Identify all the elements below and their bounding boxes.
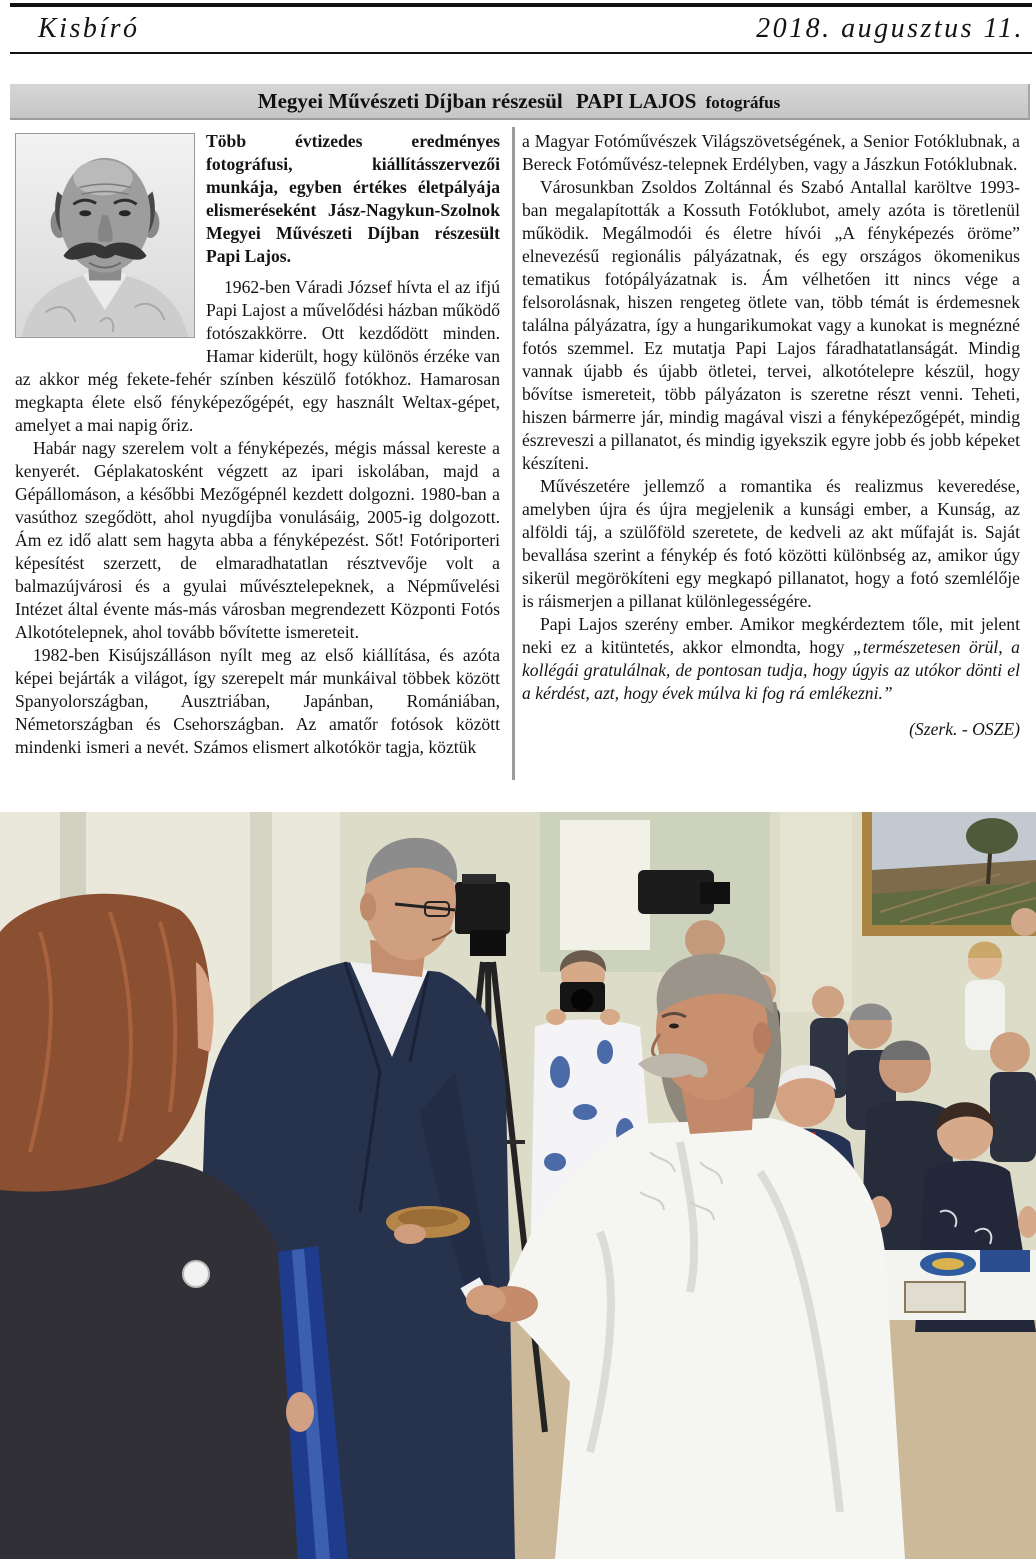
ceremony-image [0,812,1036,1559]
portrait-photo [15,133,195,338]
painting [862,812,1036,936]
title-role: fotográfus [705,93,781,112]
lead-paragraph: Több évtizedes eredményes fotográfusi, kiállításszervezői munkája, egyben értékes életpályája elismeréseként Jász-Nagykun-Szolnok Megyei Művészeti Díjban részesült Papi Lajos. [206,131,500,266]
left-column [15,130,500,759]
left-paragraph-3: 1982-ben Kisújszálláson nyílt meg az első kiállítása, és azóta képei bejárták a világot, így szerepelt már munkáival többek között Spanyolországban, Ausztriában, Japánban, Romániában, Németországban és Csehországban. Az amatőr fotósok között mindenki ismeri a nevét. Számos elismert alkotókör tagja, köztük [15,645,500,757]
right-paragraph-3: Művészetére jellemző a romantika és realizmus keveredése, amelyben újra és újra megjelenik a kunsági ember, a Kunság, az alföldi táj, a szülőföld szeretete, de kedveli az akt műfaját is. Saját bevallása szerint a fénykép és fotó közötti különbség az, amikor úgy sikerül megörökíteni egy megkapó pillanatot, hogy a fotó szemlélője is ráismerjen a pillanat különlegességére. [522,476,1020,611]
right-paragraph-1: a Magyar Fotóművészek Világszövetségének, a Senior Fotóklubnak, a Bereck Fotóművész-telepnek Erdélyben, vagy a Jászkun Fotóklubnak. [522,131,1020,174]
left-paragraph-2: Habár nagy szerelem volt a fényképezés, mégis mással kereste a kenyerét. Géplakatosként végzett az ipari iskolában, majd a Gépállomáson, a későbbi Mezőgépnél kezdett dolgozni. 1980-ban a vasúthoz szegődött, ahol nyugdíjba vonulásáig, 2005-ig dolgozott. Ám ez idő alatt sem hagyta abba a fényképezést. Sőt! Fotóriporteri képesítést szerzett, de elmaradhatatlan résztvevője volt a balmazújvárosi és a gyulai művésztelepeknek, a Népművelési Intézet által évente más-más városban megrendezett Központi Fotós Alkotótelepnek, ahol tovább bővítette ismereteit. [15,438,500,642]
right-column [522,130,1020,741]
awards-table [880,1250,1036,1320]
closing-text: Papi Lajos szerény ember. Amikor megkérdeztem tőle, mit jelent neki ez a kitüntetés, akkor elmondta, hogy [522,614,1020,657]
article-title [10,84,1030,120]
award-ceremony-photo [0,812,1036,1559]
closing-paragraph [522,613,1020,705]
author-signature: (Szerk. - OSZE) [909,719,1020,739]
left-paragraph-1: 1962-ben Váradi József hívta el az ifjú Papi Lajost a művelődési házban működő fotószakkörre. Ott kezdődött minden. Hamar kiderült, hogy különös érzéke van az akkor még fekete-fehér színben készülő fotókhoz. Hamarosan megkapta élete első fényképezőgépét, egy használt Weltax-gépet, amelyet a mai napig őriz. [15,277,500,435]
title-main: Megyei Művészeti Díjban részesül [257,89,563,113]
issue-date: 2018. augusztus 11. [756,13,1024,44]
right-paragraph-2: Városunkban Zsoldos Zoltánnal és Szabó Antallal karöltve 1993-ban megalapították a Kossuth Fotóklubot, amely azóta is töretlenül működik. Megálmodói és életre hívói „A fényképezés öröme” elnevezésű regionális pályázatnak, és egy országos ökomenikus tematikus fotópályázatnak is. Ám vélhetően itt nincs vége a felsorolásnak, hiszen rengeteg ötlete van, több témát is érdemesnek találna pályázatra, így a hungarikumokat vagy a kunokat is megnézné fotós szemmel. Ez mutatja Papi Lajos fáradhatatlanságát. Mindig vannak újabb és újabb ötletei, tervei, alkotótelepre készül, hogy bővítse ismereteit, több pályázaton is szeretne részt venni. Teheti, hiszen bármerre jár, mindig magával viszi a fényképezőgépét, mindig észreveszi a pillanatot, és mindig igyekszik egyre jobb és jobb képeket készíteni. [522,177,1020,473]
closing-quote: „természetesen örül, a kollégái gratulálnak, de pontosan tudja, hogy úgyis az utókor dönti el a kérdést, azt, hogy évek múlva ki fog rá emlékezni.” [522,637,1020,703]
portrait-image [16,134,194,337]
title-name: PAPI LAJOS [576,89,697,113]
publication-name: Kisbíró [38,13,140,44]
column-divider [512,127,515,780]
masthead [10,3,1032,54]
